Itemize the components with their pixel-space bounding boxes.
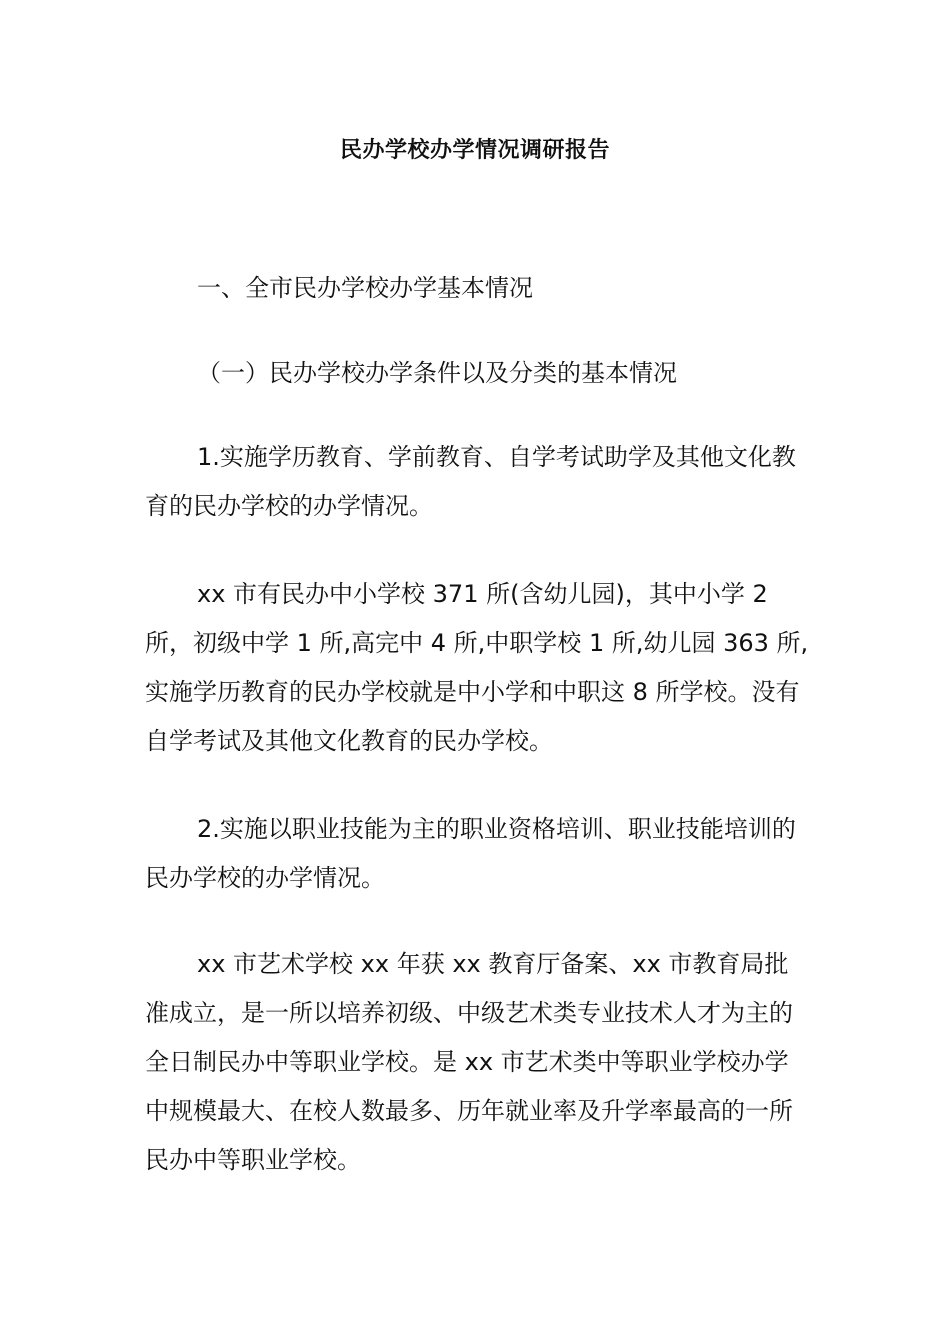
- section-heading-2: [145, 349, 810, 398]
- heading-text-1: 一、全市民办学校办学基本情况: [197, 274, 533, 302]
- paragraph-4: [145, 940, 810, 1185]
- paragraph-text-2: xx 市有民办中小学校 371 所(含幼儿园)，其中小学 2 所，初级中学 1 所,高完中 4 所,中职学校 1 所,幼儿园 363 所,实施学历教育的民办学校就是中小学和中职这 8 所学校。没有自学考试及其他文化教育的民办学校。: [145, 580, 809, 755]
- heading-text-2: （一）民办学校办学条件以及分类的基本情况: [197, 359, 677, 387]
- paragraph-3: [145, 805, 810, 903]
- paragraph-text-1: 1.实施学历教育、学前教育、自学考试助学及其他文化教育的民办学校的办学情况。: [145, 443, 796, 520]
- section-heading-1: [145, 264, 810, 313]
- paragraph-2: [145, 570, 810, 766]
- paragraph-text-4: xx 市艺术学校 xx 年获 xx 教育厅备案、xx 市教育局批准成立，是一所以培养初级、中级艺术类专业技术人才为主的全日制民办中等职业学校。是 xx 市艺术类中等职业学校办学中规模最大、在校人数最多、历年就业率及升学率最高的一所民办中等职业学校。: [145, 950, 793, 1174]
- document-title: 民办学校办学情况调研报告: [339, 138, 610, 163]
- paragraph-1: [145, 433, 810, 531]
- paragraph-text-3: 2.实施以职业技能为主的职业资格培训、职业技能培训的民办学校的办学情况。: [145, 815, 796, 892]
